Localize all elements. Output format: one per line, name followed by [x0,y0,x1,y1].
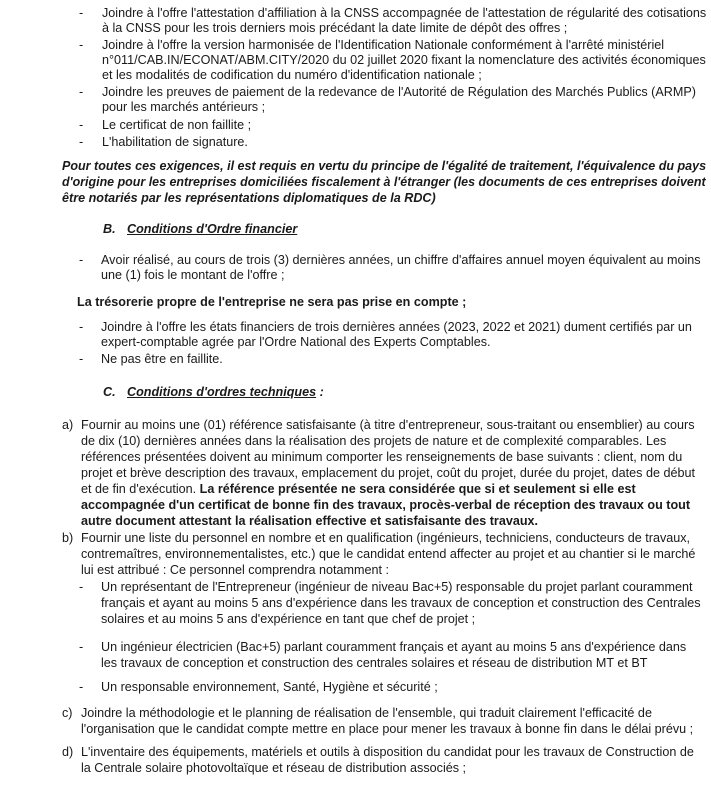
equivalence-line: être notariés par les représentations diplomatiques de la RDC) [62,191,436,205]
item-b-line: lui est attribué : Ce personnel comprendra notamment : [81,563,390,577]
personnel-item-line: français et ayant au moins 5 ans d'expérience dans les travaux de conception et construction des Centrales [101,596,701,610]
list-item-line: à la CNSS pour les trois derniers mois précédant la date limite de dépôt des offres ; [102,21,568,35]
list-dash: - [79,320,84,334]
list-item-line: Le certificat de non faillite ; [102,118,252,132]
equivalence-line: d'origine pour les entreprises domiciliées fiscalement à l'étranger (les documents de ces entreprises doivent [62,175,706,189]
item-a-line-5 [81,482,636,497]
personnel-item-line: Un responsable environnement, Santé, Hygiène et sécurité ; [101,680,438,694]
list-dash: - [79,640,84,654]
list-item-line: expert-comptable agrée par l'Ordre National des Experts Comptables. [101,335,491,349]
list-item-line: L'habilitation de signature. [102,135,248,149]
item-a-line: de dix (10) dernières années dans la réalisation des projets de nature et de complexité comparables. Les [81,434,667,448]
list-dash: - [79,135,84,149]
item-a-line-5-regular: et de fin d'exécution. [81,482,200,496]
item-a-line: projet et brève description des travaux, emplacement du projet, coût du projet, durée du projet, dates de début [81,466,695,480]
list-item-line: Joindre les preuves de paiement de la redevance de l'Autorité de Régulation des Marchés Publics (ARMP) [102,85,696,99]
section-b-title: Conditions d'Ordre financier [127,222,298,236]
list-dash: - [79,118,84,132]
item-d-line: la Centrale solaire photovoltaïque et réseau de distribution associés ; [81,761,467,775]
item-c-marker: c) [62,706,73,720]
item-a-line: références présentées doivent au minimum comporter les renseignements de base suivants : client, nom du [81,450,683,464]
list-dash: - [79,6,84,20]
personnel-item-line: Un représentant de l'Entrepreneur (ingénieur de niveau Bac+5) responsable du projet parlant couramment [101,580,693,594]
list-dash: - [79,253,84,267]
equivalence-line: Pour toutes ces exigences, il est requis en vertu du principe de l'égalité de traitement, l'équivalence du pays [62,159,707,173]
item-b-line: Fournir une liste du personnel en nombre et en qualification (ingénieurs, techniciens, conducteurs de travaux, [81,531,691,545]
list-dash: - [79,580,84,594]
list-dash: - [79,680,84,694]
list-dash: - [79,352,84,366]
list-item-line: Joindre à l'offre les états financiers de trois dernières années (2023, 2022 et 2021) dument certifiés par un [101,320,692,334]
list-dash: - [79,85,84,99]
list-item-line: une (1) fois le montant de l'offre ; [101,268,285,282]
item-d-marker: d) [62,745,74,759]
list-item-line: Avoir réalisé, au cours de trois (3) dernières années, un chiffre d'affaires annuel moyen équivalent au moins [101,253,701,267]
item-b-marker: b) [62,531,74,545]
list-item-line: Ne pas être en faillite. [101,352,223,366]
item-d-line: L'inventaire des équipements, matériels et outils à disposition du candidat pour les travaux de Construction de [81,745,694,759]
item-a-marker: a) [62,418,74,432]
list-item-line: Joindre à l'offre la version harmonisée de l'Identification Nationale conformément à l'arrêté ministériel [102,38,665,52]
personnel-item-line: Un ingénieur électricien (Bac+5) parlant couramment français et ayant au moins 5 ans d'expérience dans [101,640,687,654]
list-item-line: n°011/CAB.IN/ECONAT/ABM.CITY/2020 du 02 juillet 2020 fixant la nomenclature des activités économiques [102,53,706,67]
section-c-heading [127,385,324,400]
item-c-line: Joindre la méthodologie et le planning de réalisation de l'ensemble, qui traduit clairement l'efficacité de [81,706,652,720]
tresorerie-note: La trésorerie propre de l'entreprise ne sera pas prise en compte ; [77,295,467,309]
list-item-line: et les modalités de codification du numéro d'identification nationale ; [102,68,482,82]
personnel-item-line: solaires et au moins 5 ans d'expérience en tant que chef de projet ; [101,612,476,626]
item-c-line: l'organisation que le candidat compte mettre en place pour mener les travaux à bonne fin dans le délai prévu ; [81,722,694,736]
item-a-bold-line: accompagnée d'un certificat de bonne fin des travaux, procès-verbal de réception des travaux ou tout [81,498,691,512]
item-a-bold-line: autre document attestant la réalisation effective et satisfaisante des travaux. [81,514,539,528]
item-b-line: contremaîtres, environnementalistes, etc.) que le candidat entend affecter au projet et au chantier si le marché [81,547,696,561]
item-a-line-5-bold: La référence présentée ne sera considérée que si et seulement si elle est [199,482,636,496]
list-item-line: pour les marchés antérieurs ; [102,100,266,114]
section-b-marker: B. [103,222,116,236]
section-c-marker: C. [103,385,116,399]
list-dash: - [79,38,84,52]
section-c-colon: : [316,385,324,399]
section-c-title: Conditions d'ordres techniques [127,385,317,399]
item-a-line: Fournir au moins une (01) référence satisfaisante (à titre d'entrepreneur, sous-traitant ou ensemblier) au cours [81,418,695,432]
list-item-line: Joindre à l'offre l'attestation d'affiliation à la CNSS accompagnée de l'attestation de régularité des cotisations [102,6,707,20]
personnel-item-line: les travaux de conception et construction des centrales solaires et réseau de distribution MT et BT [101,656,648,670]
